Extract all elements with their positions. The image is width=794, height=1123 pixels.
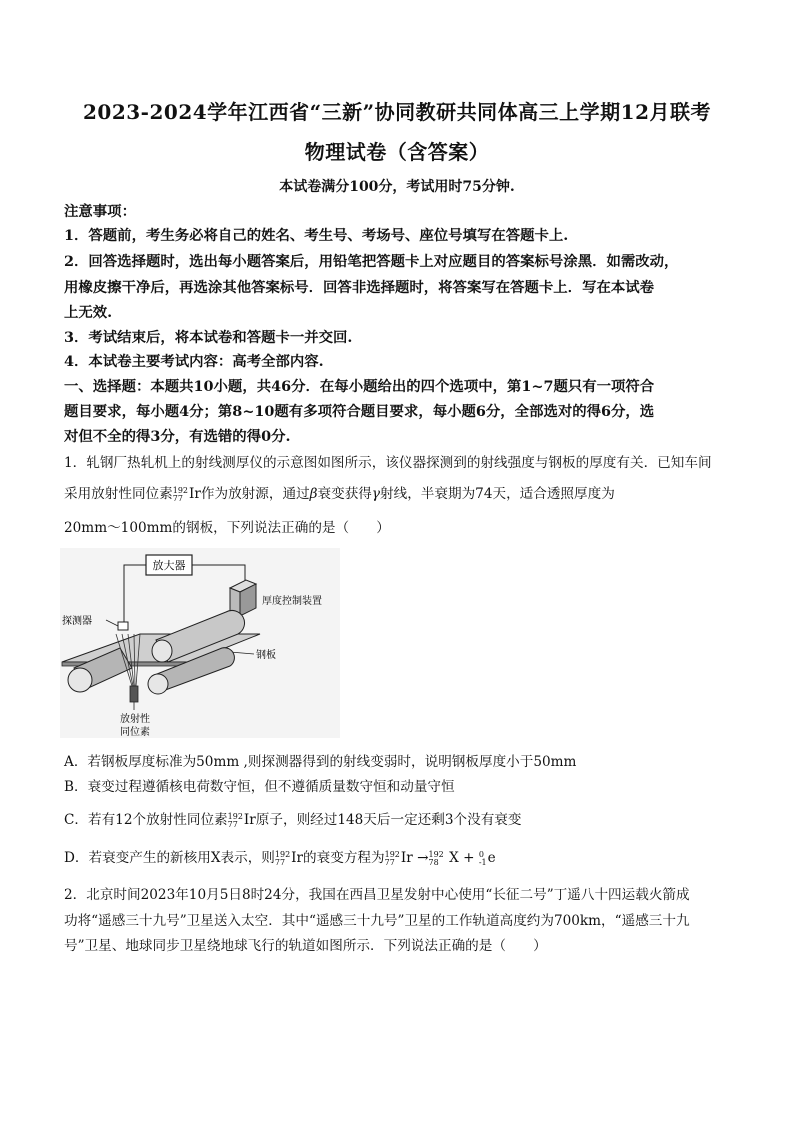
electron-mass: 0: [478, 849, 484, 859]
source-label-line2: 同位素: [120, 727, 150, 738]
electron-symbol: e: [487, 850, 496, 866]
q2-line3: 号”卫星、地球同步卫星绕地球飞行的轨道如图所示．下列说法正确的是（ ）: [64, 938, 547, 954]
iso-mass: 192: [274, 849, 291, 859]
notice-item-1: 1．答题前，考生务必将自己的姓名、考生号、考场号、座位号填写在答题卡上.: [64, 227, 569, 244]
equation-product: [428, 851, 443, 867]
iso-mass: 192: [227, 811, 243, 821]
equation-reactant: [385, 851, 400, 867]
electron-notation: [479, 851, 487, 867]
detector: [118, 622, 128, 630]
q2-line2: 功将“遥感三十九号”卫星送入太空．其中“遥感三十九号”卫星的工作轨道高度约为700km，“遥感三十九: [64, 913, 690, 929]
iso-atomic: 77: [384, 857, 395, 867]
q1-stem-text-c: 衰变获得: [317, 486, 372, 502]
q1-stem-text-b: 作为放射源，通过: [200, 486, 310, 502]
q1-option-d: [64, 846, 730, 867]
notice-item-2-cont: 用橡皮擦干净后，再选涂其他答案标号．回答非选择题时，将答案写在答题卡上．写在本试卷: [64, 279, 655, 296]
option-d-isotope: [275, 851, 290, 867]
element-symbol: Ir: [243, 812, 256, 828]
thickness-control-label: 厚度控制装置: [262, 596, 322, 607]
section1-line1: 一、选择题：本题共10小题，共46分．在每小题给出的四个选项中，第1~7题只有一项符合: [64, 378, 655, 395]
iso-mass: 192: [384, 849, 400, 859]
q1-stem-text-a: 采用放射性同位素: [64, 486, 173, 502]
q1-option-b: B．衰变过程遵循核电荷数守恒，但不遵循质量数守恒和动量守恒: [64, 779, 455, 795]
product-atomic: 78: [428, 857, 439, 867]
radioactive-source: [130, 686, 138, 702]
element-symbol: Ir: [400, 850, 413, 866]
detector-label: 探测器: [62, 616, 92, 627]
q1-stem-line2: [64, 482, 730, 503]
q2-line1: 2．北京时间2023年10月5日8时24分，我国在西昌卫星发射中心使用“长征二号”丁遥八十四运载火箭成: [64, 887, 690, 903]
steel-plate-label: 钢板: [256, 650, 276, 661]
thickness-gauge-figure: [60, 548, 340, 738]
exam-title-line1: 2023-2024学年江西省“三新”协同教研共同体高三上学期12月联考: [83, 100, 711, 124]
option-d-text-b: 的衰变方程为: [303, 850, 385, 866]
reaction-arrow: →: [417, 850, 429, 866]
product-mass: 192: [428, 849, 444, 859]
element-symbol: Ir: [189, 486, 201, 502]
exam-info: 本试卷满分100分，考试用时75分钟.: [279, 179, 515, 195]
q1-option-c: [64, 808, 730, 829]
q1-stem-text-d: 射线，半衰期为74天，适合透照厚度为: [380, 486, 615, 502]
q1-stem-line3: 20mm～100mm的钢板，下列说法正确的是（ ）: [64, 520, 390, 536]
beta-symbol: β: [309, 486, 318, 502]
plus-sign: +: [463, 850, 475, 866]
notice-item-3: 3．考试结束后，将本试卷和答题卡一并交回.: [64, 329, 353, 346]
source-label-line1: 放射性: [120, 714, 150, 725]
amplifier-label: 放大器: [152, 559, 186, 572]
notice-heading: 注意事项：: [64, 203, 136, 220]
element-symbol: Ir: [291, 850, 304, 866]
option-c-text-b: 原子，则经过148天后一定还剩3个没有衰变: [255, 812, 522, 828]
electron-charge: -1: [478, 857, 487, 867]
product-symbol: X: [449, 850, 459, 866]
gamma-symbol: γ: [371, 486, 381, 502]
section1-line2: 题目要求，每小题4分；第8~10题有多项符合题目要求，每小题6分，全部选对的得6分，选: [64, 403, 655, 420]
notice-item-2: 2．回答选择题时，选出每小题答案后，用铅笔把答题卡上对应题目的答案标号涂黑．如需改动，: [64, 253, 679, 270]
section1-line3: 对但不全的得3分，有选错的得0分.: [64, 428, 291, 445]
q1-option-a: A．若钢板厚度标准为50mm ,则探测器得到的射线变弱时，说明钢板厚度小于50mm: [64, 754, 577, 770]
iso-atomic: 77: [172, 493, 183, 503]
isotope-notation: [173, 487, 188, 503]
exam-title-line2: 物理试卷（含答案）: [304, 140, 490, 164]
notice-item-2-end: 上无效.: [64, 304, 113, 321]
iso-atomic: 77: [274, 857, 286, 867]
iso-mass: 192: [172, 485, 189, 495]
iso-atomic: 77: [227, 819, 238, 829]
option-c-isotope: [228, 813, 243, 829]
option-d-text-a: D．若衰变产生的新核用X表示，则: [64, 850, 275, 866]
notice-item-4: 4．本试卷主要考试内容：高考全部内容.: [64, 353, 324, 370]
option-c-text-a: C．若有12个放射性同位素: [64, 812, 228, 828]
q1-stem-line1: 1．轧钢厂热轧机上的射线测厚仪的示意图如图所示，该仪器探测到的射线强度与钢板的厚度有关．已知车间: [64, 455, 712, 471]
